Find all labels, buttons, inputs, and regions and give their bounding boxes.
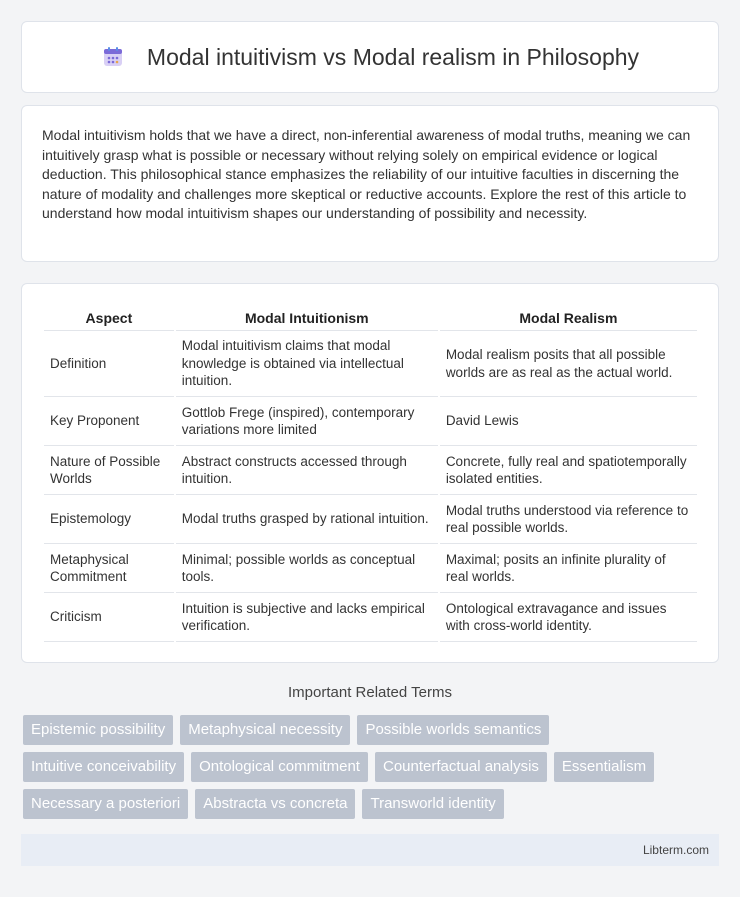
related-term-tag[interactable]: Metaphysical necessity: [180, 715, 350, 745]
footer: [21, 834, 719, 866]
header-card: [21, 21, 719, 93]
table-row: [44, 331, 697, 397]
table-cell: Modal truths understood via reference to real possible worlds.: [440, 495, 697, 544]
table-cell: Definition: [44, 331, 174, 397]
footer-link[interactable]: Libterm.com: [642, 843, 709, 857]
related-terms-row: [23, 715, 723, 745]
related-term-tag[interactable]: Counterfactual analysis: [375, 752, 547, 782]
related-term-tag[interactable]: Essentialism: [554, 752, 654, 782]
table-cell: Ontological extravagance and issues with cross-world identity.: [440, 593, 697, 642]
related-terms-row: [23, 789, 723, 819]
table-cell: Key Proponent: [44, 397, 174, 446]
table-cell: Metaphysical Commitment: [44, 544, 174, 593]
table-cell: Criticism: [44, 593, 174, 642]
column-header: Aspect: [44, 304, 174, 331]
related-term-tag[interactable]: Transworld identity: [362, 789, 503, 819]
table-row: [44, 446, 697, 495]
comparison-table: [42, 304, 699, 642]
related-terms-list: [23, 715, 723, 826]
related-term-tag[interactable]: Necessary a posteriori: [23, 789, 188, 819]
related-term-tag[interactable]: Intuitive conceivability: [23, 752, 184, 782]
page-title: Modal intuitivism vs Modal realism in Philosophy: [146, 43, 640, 70]
related-term-tag[interactable]: Epistemic possibility: [23, 715, 173, 745]
intro-card: [21, 105, 719, 262]
table-cell: Nature of Possible Worlds: [44, 446, 174, 495]
table-header-row: [44, 304, 697, 331]
column-header: Modal Intuitionism: [176, 304, 438, 331]
table-cell: Abstract constructs accessed through intuition.: [176, 446, 438, 495]
intro-paragraph: Modal intuitivism holds that we have a direct, non-inferential awareness of modal truths, meaning we can intuitively grasp what is possible or necessary without relying solely on empirical evidence or logical deduction. This philosophical stance emphasizes the reliability of our intuitive faculties in discerning the nature of modality and challenges more skeptical or reductive accounts. Explore the rest of this article to understand how modal intuitivism shapes our understanding of possibility and necessity.: [42, 127, 691, 221]
table-cell: Gottlob Frege (inspired), contemporary variations more limited: [176, 397, 438, 446]
related-term-tag[interactable]: Abstracta vs concreta: [195, 789, 355, 819]
related-terms-row: [23, 752, 723, 782]
table-cell: Modal intuitivism claims that modal knowledge is obtained via intellectual intuition.: [176, 331, 438, 397]
comparison-table-card: [21, 283, 719, 663]
column-header: Modal Realism: [440, 304, 697, 331]
table-row: [44, 544, 697, 593]
table-cell: Concrete, fully real and spatiotemporally isolated entities.: [440, 446, 697, 495]
table-cell: David Lewis: [440, 397, 697, 446]
table-cell: Modal truths grasped by rational intuition.: [176, 495, 438, 544]
table-row: [44, 593, 697, 642]
table-cell: Modal realism posits that all possible worlds are as real as the actual world.: [440, 331, 697, 397]
table-cell: Intuition is subjective and lacks empirical verification.: [176, 593, 438, 642]
table-row: [44, 495, 697, 544]
calendar-icon: [101, 45, 125, 69]
related-terms-title: Important Related Terms: [288, 684, 452, 701]
table-cell: Maximal; posits an infinite plurality of real worlds.: [440, 544, 697, 593]
table-cell: Minimal; possible worlds as conceptual tools.: [176, 544, 438, 593]
related-term-tag[interactable]: Ontological commitment: [191, 752, 368, 782]
table-cell: Epistemology: [44, 495, 174, 544]
related-term-tag[interactable]: Possible worlds semantics: [357, 715, 549, 745]
table-row: [44, 397, 697, 446]
